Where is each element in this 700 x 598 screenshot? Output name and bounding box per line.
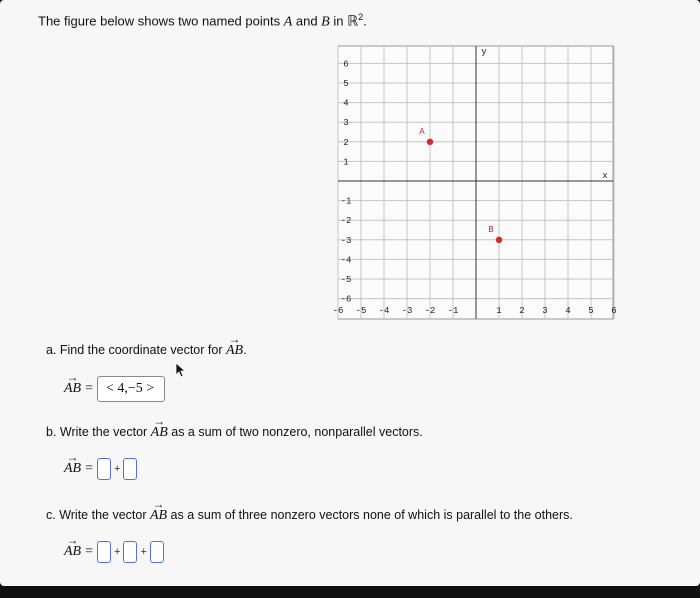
part-a-question: a. Find the coordinate vector for → AB.	[46, 343, 247, 359]
y-tick-label: -3	[340, 235, 352, 246]
part-c-vector-3-input[interactable]	[150, 541, 164, 563]
x-tick-label: 5	[588, 306, 594, 316]
x-tick-label: -6	[332, 306, 344, 316]
y-tick-label: 4	[343, 98, 349, 109]
vector-ab-symbol: → AB	[226, 343, 243, 359]
x-tick-label: 2	[519, 306, 525, 316]
part-c-vector-2-input[interactable]	[123, 541, 137, 563]
point-b-name: B	[321, 14, 330, 30]
y-tick-label: -4	[340, 255, 352, 266]
part-a-answer-field[interactable]: < 4,−5 >	[97, 376, 165, 402]
x-tick-label: -2	[424, 306, 436, 316]
bottom-bar	[0, 586, 700, 598]
intro-text: The figure below shows two named points A and B in ℝ$^2$.	[38, 12, 367, 30]
x-tick-label: 3	[542, 306, 548, 316]
x-tick-label: -5	[355, 306, 367, 316]
part-c-question: c. Write the vector → AB as a sum of three nonzero vectors none of which is parallel to the others.	[46, 508, 573, 524]
mouse-cursor-icon	[175, 362, 185, 378]
point-label: B	[488, 224, 494, 235]
x-tick-label: 6	[611, 306, 617, 316]
x-tick-label: -4	[378, 306, 390, 316]
vector-ab-symbol: → AB	[64, 381, 81, 397]
vector-ab-symbol: → AB	[151, 425, 168, 441]
x-axis-label: x	[602, 171, 608, 181]
y-tick-label: 6	[343, 59, 349, 70]
part-c-equation: → AB = + +	[64, 541, 164, 563]
part-b-equation: → AB = +	[64, 458, 137, 480]
space-symbol: ℝ	[347, 14, 359, 30]
part-b-question: b. Write the vector → AB as a sum of two nonzero, nonparallel vectors.	[46, 425, 423, 441]
point-b	[496, 237, 502, 243]
y-tick-label: 1	[343, 157, 349, 168]
y-tick-label: 5	[343, 79, 349, 89]
point-a	[427, 139, 433, 145]
y-tick-label: -6	[340, 294, 352, 305]
x-tick-label: -1	[447, 306, 459, 316]
part-b-vector-2-input[interactable]	[123, 458, 137, 480]
x-tick-label: 1	[496, 306, 502, 316]
y-tick-label: 2	[343, 137, 349, 148]
vector-ab-symbol: → AB	[64, 544, 81, 560]
part-c-vector-1-input[interactable]	[97, 541, 111, 563]
y-tick-label: 3	[343, 118, 349, 129]
point-label: A	[419, 126, 425, 137]
y-tick-label: -5	[340, 275, 352, 285]
y-tick-label: -2	[340, 216, 352, 227]
part-b-vector-1-input[interactable]	[97, 458, 111, 480]
y-tick-label: -1	[340, 196, 352, 207]
x-tick-label: 4	[565, 306, 571, 316]
x-tick-label: -3	[401, 306, 413, 316]
y-axis-label: y	[481, 47, 487, 57]
vector-ab-symbol: → AB	[150, 508, 167, 524]
vector-ab-symbol: → AB	[64, 461, 81, 477]
part-a-equation: → AB = < 4,−5 >	[64, 376, 165, 402]
point-a-name: A	[283, 14, 293, 30]
